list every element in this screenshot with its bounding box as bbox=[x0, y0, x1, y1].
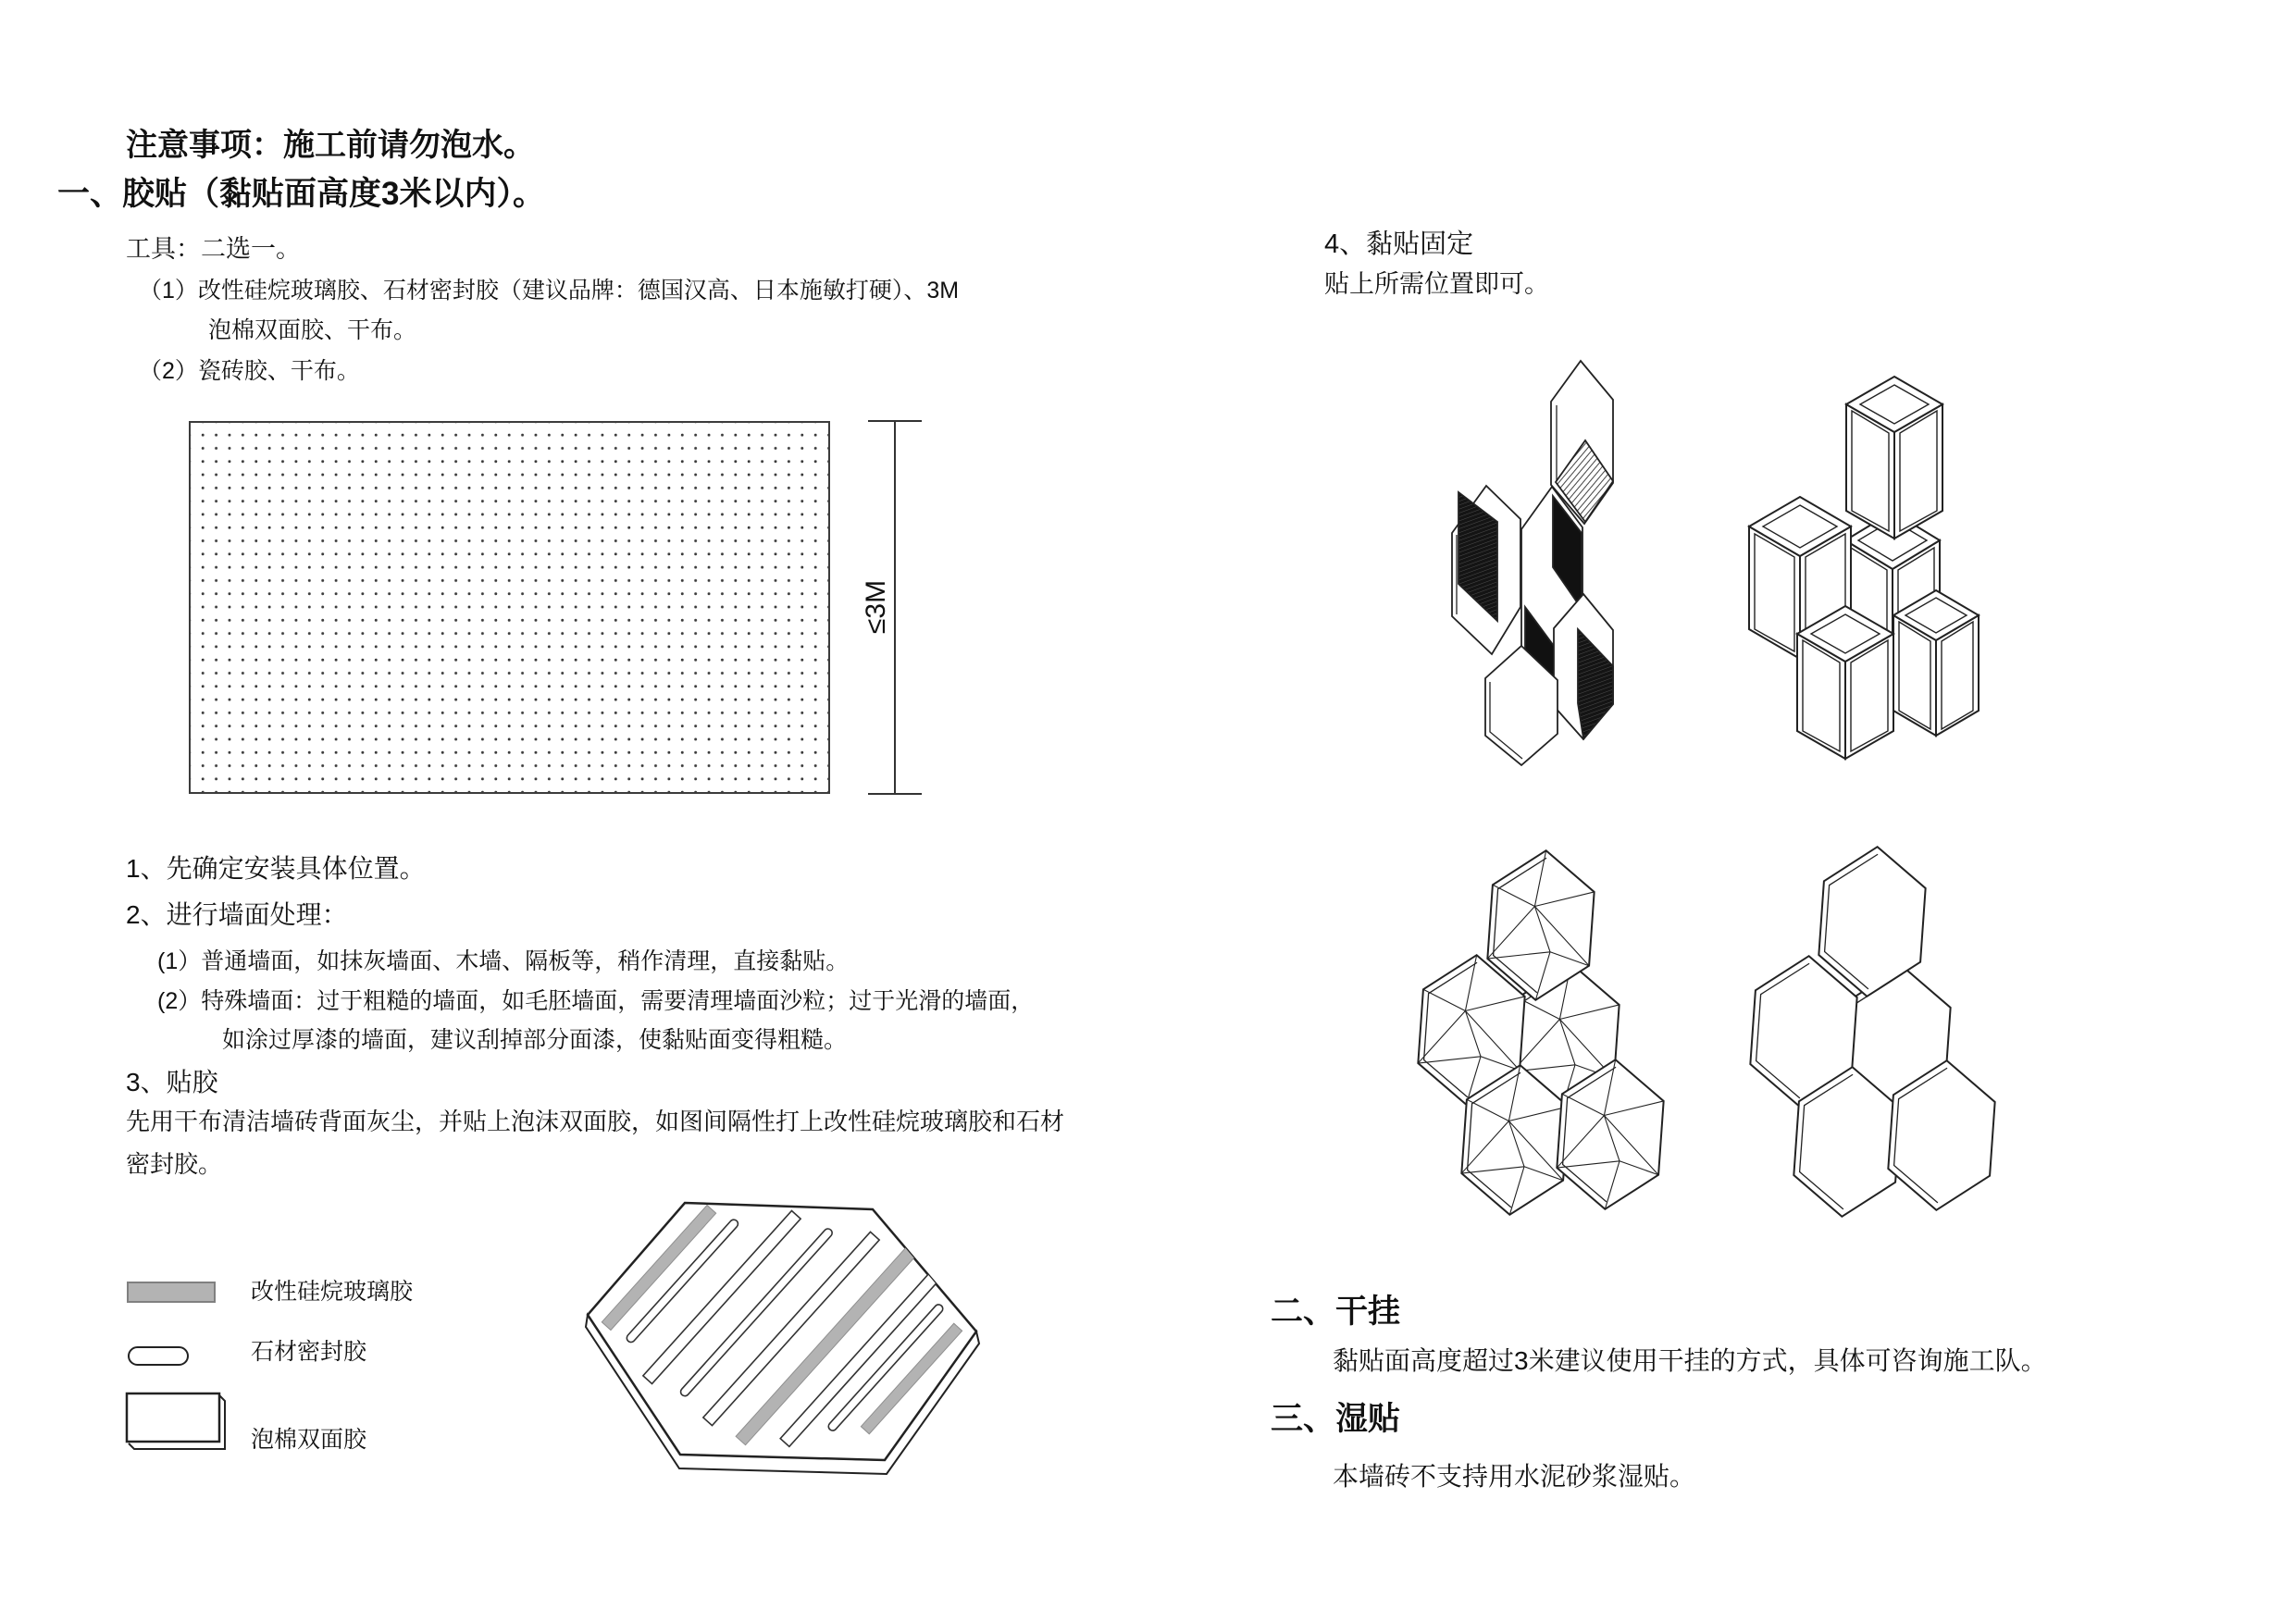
section2-title: 二、干挂 bbox=[1271, 1294, 1401, 1330]
step4-body: 贴上所需位置即可。 bbox=[1324, 270, 1549, 298]
tile-cluster-frame-view bbox=[1749, 377, 1979, 759]
step2-sub2-line2: 如涂过厚漆的墙面，建议刮掉部分面漆，使黏贴面变得粗糙。 bbox=[222, 1027, 848, 1053]
dimension-tick-bottom bbox=[868, 793, 922, 795]
tile-cluster-mounting-diagrams bbox=[1407, 352, 2017, 777]
legend-sealant-swatch bbox=[128, 1346, 189, 1366]
step3-title: 3、贴胶 bbox=[126, 1068, 218, 1096]
step4-title: 4、黏贴固定 bbox=[1324, 229, 1474, 259]
section3-title: 三、湿贴 bbox=[1271, 1401, 1401, 1437]
plain-hex-cluster bbox=[1747, 843, 1997, 1220]
legend-foam-label: 泡棉双面胶 bbox=[251, 1427, 367, 1453]
step2: 2、进行墙面处理： bbox=[126, 900, 348, 929]
tool-option1-line2: 泡棉双面胶、干布。 bbox=[208, 317, 417, 343]
step3-line2: 密封胶。 bbox=[126, 1150, 223, 1178]
legend-foam-swatch bbox=[124, 1391, 235, 1455]
tile-cluster-side-view bbox=[1452, 361, 1613, 765]
step1: 1、先确定安装具体位置。 bbox=[126, 854, 426, 883]
tools-intro: 工具：二选一。 bbox=[126, 235, 301, 263]
tool-option1-line1: （1）改性硅烷玻璃胶、石材密封胶（建议品牌：德国汉高、日本施敏打硬）、3M bbox=[139, 278, 960, 303]
legend-sealant-label: 石材密封胶 bbox=[251, 1339, 367, 1365]
tool-option2: （2）瓷砖胶、干布。 bbox=[139, 358, 360, 384]
note-title: 注意事项：施工前请勿泡水。 bbox=[126, 128, 535, 163]
step3-line1: 先用干布清洁墙砖背面灰尘，并贴上泡沫双面胶，如图间隔性打上改性硅烷玻璃胶和石材 bbox=[126, 1108, 1065, 1135]
section3-body: 本墙砖不支持用水泥砂浆湿贴。 bbox=[1333, 1462, 1696, 1491]
legend-glue-label: 改性硅烷玻璃胶 bbox=[251, 1279, 414, 1305]
wall-area-diagram bbox=[189, 421, 830, 794]
faceted-hex-cluster bbox=[1415, 847, 1666, 1218]
section2-body: 黏贴面高度超过3米建议使用干挂的方式，具体可咨询施工队。 bbox=[1333, 1346, 2047, 1375]
height-label: ≤3M bbox=[861, 579, 891, 635]
legend-glue-swatch bbox=[127, 1282, 216, 1303]
step2-sub2-line1: (2）特殊墙面：过于粗糙的墙面，如毛胚墙面，需要清理墙面沙粒；过于光滑的墙面， bbox=[157, 988, 1035, 1014]
hex-cluster-diagrams bbox=[1388, 819, 2054, 1231]
section1-title: 一、胶贴（黏贴面高度3米以内）。 bbox=[57, 176, 545, 212]
dimension-tick-top bbox=[868, 420, 922, 422]
hex-tile-glue-diagram bbox=[546, 1166, 1009, 1573]
step2-sub1: (1）普通墙面，如抹灰墙面、木墙、隔板等，稍作清理，直接黏贴。 bbox=[157, 948, 850, 974]
